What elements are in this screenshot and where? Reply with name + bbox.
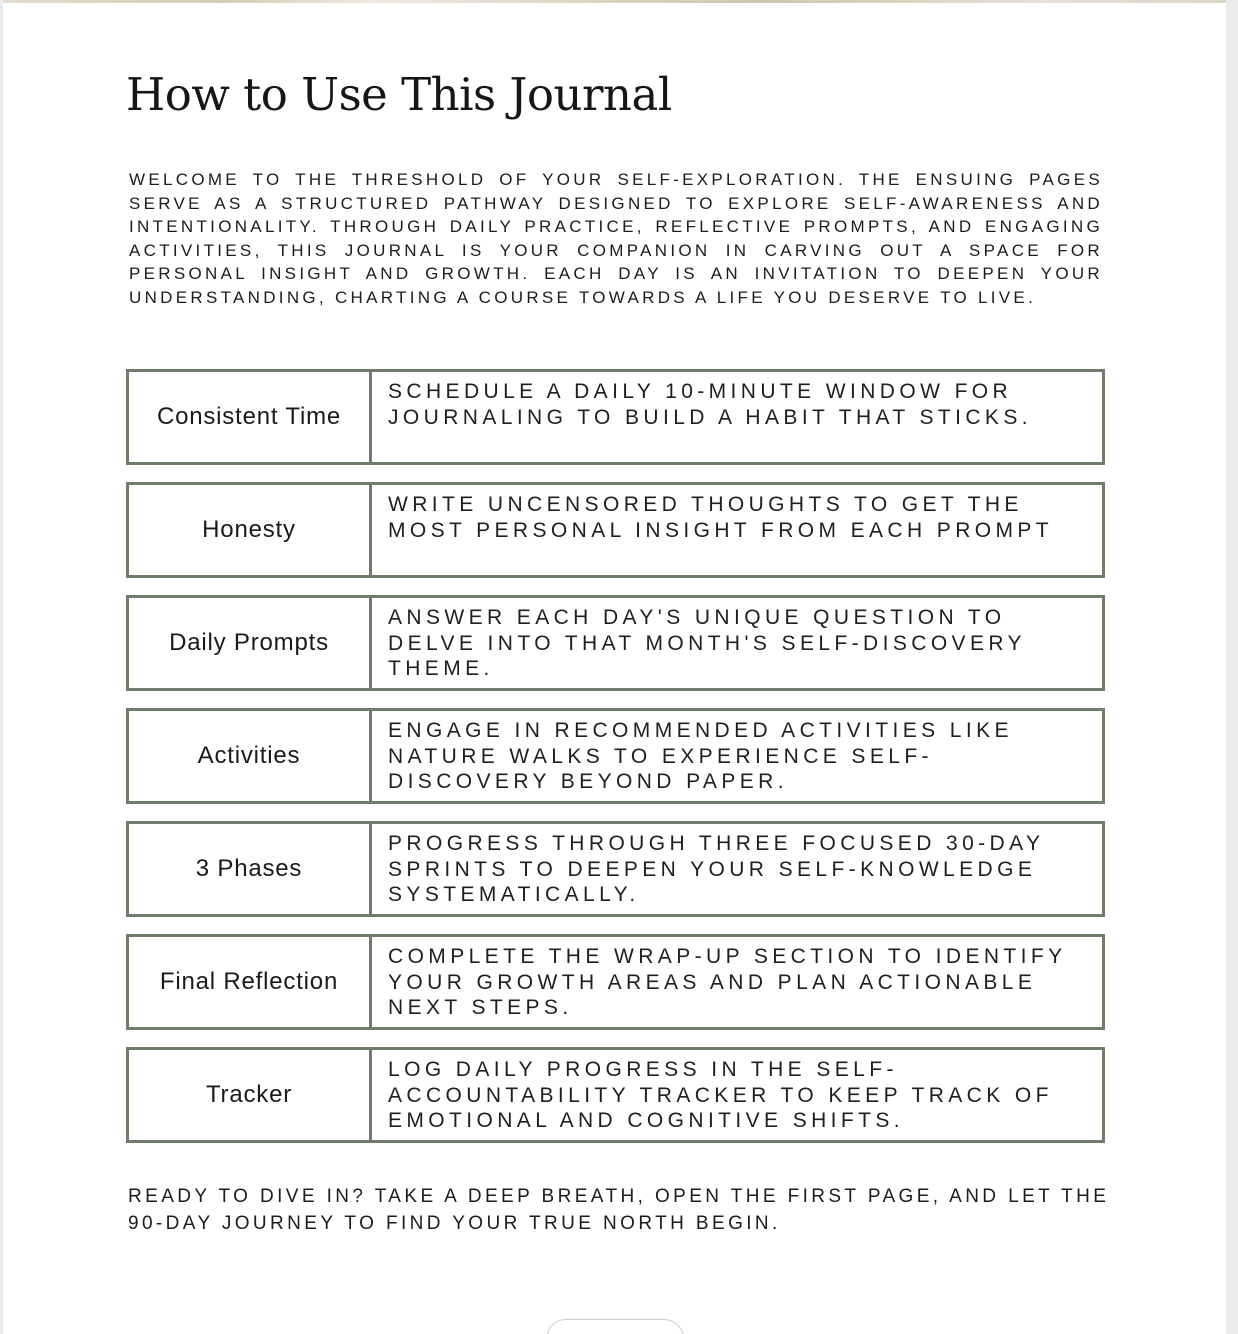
guideline-description: SCHEDULE A DAILY 10-MINUTE WINDOW FOR JOURNALING TO BUILD A HABIT THAT STICKS.	[388, 380, 1032, 429]
guideline-row-consistent-time	[126, 369, 1105, 465]
guideline-row-daily-prompts	[126, 595, 1105, 691]
guideline-description: COMPLETE THE WRAP-UP SECTION TO IDENTIFY YOUR GROWTH AREAS AND PLAN ACTIONABLE NEXT STEPS.	[388, 945, 1067, 1019]
guideline-description: LOG DAILY PROGRESS IN THE SELF-ACCOUNTABILITY TRACKER TO KEEP TRACK OF EMOTIONAL AND COGNITIVE SHIFTS.	[388, 1058, 1053, 1132]
page-title: How to Use This Journal	[126, 68, 672, 121]
guideline-label: Consistent Time	[129, 372, 372, 462]
guideline-row-honesty	[126, 482, 1105, 578]
guideline-description: ANSWER EACH DAY'S UNIQUE QUESTION TO DELVE INTO THAT MONTH'S SELF-DISCOVERY THEME.	[388, 606, 1026, 680]
intro-paragraph: WELCOME TO THE THRESHOLD OF YOUR SELF-EXPLORATION. THE ENSUING PAGES SERVE AS A STRUCTURED PATHWAY DESIGNED TO EXPLORE SELF-AWARENESS AND INTENTIONALITY. THROUGH DAILY PRACTICE, REFLECTIVE PROMPTS, AND ENGAGING ACTIVITIES, THIS JOURNAL IS YOUR COMPANION IN CARVING OUT A SPACE FOR PERSONAL INSIGHT AND GROWTH. EACH DAY IS AN INVITATION TO DEEPEN YOUR UNDERSTANDING, CHARTING A COURSE TOWARDS A LIFE YOU DESERVE TO LIVE.	[129, 170, 1103, 307]
guideline-row-3-phases	[126, 821, 1105, 917]
guideline-label: Honesty	[129, 485, 372, 575]
guideline-description: PROGRESS THROUGH THREE FOCUSED 30-DAY SPRINTS TO DEEPEN YOUR SELF-KNOWLEDGE SYSTEMATICALLY.	[388, 832, 1045, 906]
guideline-label: 3 Phases	[129, 824, 372, 914]
guideline-row-final-reflection	[126, 934, 1105, 1030]
guideline-row-tracker	[126, 1047, 1105, 1143]
guidelines-table	[126, 369, 1105, 1160]
page-scroll-tab[interactable]	[546, 1319, 684, 1334]
guideline-description: WRITE UNCENSORED THOUGHTS TO GET THE MOST PERSONAL INSIGHT FROM EACH PROMPT	[388, 493, 1054, 542]
guideline-label: Daily Prompts	[129, 598, 372, 688]
guideline-row-activities	[126, 708, 1105, 804]
guideline-label: Final Reflection	[129, 937, 372, 1027]
closing-paragraph: READY TO DIVE IN? TAKE A DEEP BREATH, OPEN THE FIRST PAGE, AND LET THE 90-DAY JOURNEY TO FIND YOUR TRUE NORTH BEGIN.	[128, 1186, 1110, 1234]
journal-page	[3, 0, 1226, 1334]
guideline-label: Activities	[129, 711, 372, 801]
top-image-strip	[3, 0, 1226, 3]
guideline-description: ENGAGE IN RECOMMENDED ACTIVITIES LIKE NATURE WALKS TO EXPERIENCE SELF-DISCOVERY BEYOND PAPER.	[388, 719, 1013, 793]
guideline-label: Tracker	[129, 1050, 372, 1140]
